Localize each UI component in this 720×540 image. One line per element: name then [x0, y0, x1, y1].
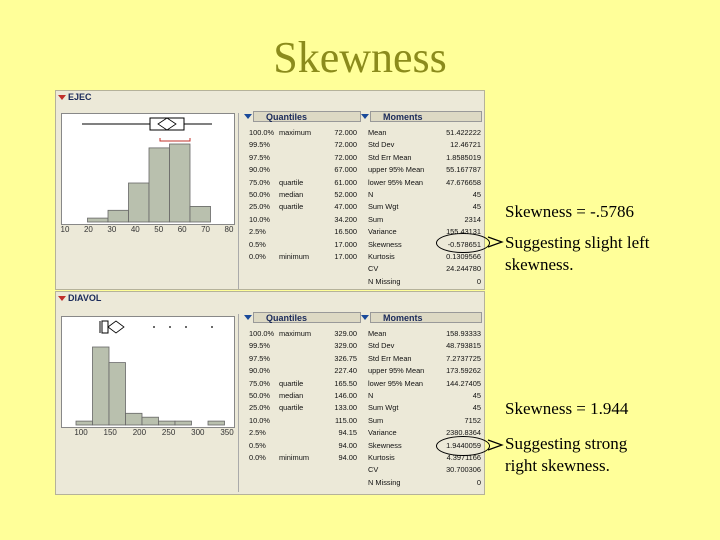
axis-tick-label: 200	[132, 428, 147, 437]
histogram-bar	[109, 363, 126, 425]
quantile-percent: 100.0%	[249, 329, 275, 338]
moment-value: 7.2737725	[446, 353, 481, 363]
disclosure-icon[interactable]	[244, 315, 252, 320]
quantile-row	[249, 226, 357, 238]
quantile-row	[249, 201, 357, 213]
disclosure-icon[interactable]	[58, 296, 66, 301]
moment-row	[368, 189, 481, 201]
moment-value: 144.27405	[446, 378, 481, 388]
quantile-percent: 10.0%	[249, 415, 270, 425]
moment-label: Kurtosis	[368, 251, 395, 261]
quantile-label: minimum	[279, 251, 309, 261]
quantile-percent: 99.5%	[249, 140, 270, 150]
moment-row	[368, 415, 481, 427]
outlier-point	[185, 326, 187, 328]
histogram-bar	[93, 347, 110, 425]
annotation-skewness-value: Skewness = -.5786	[505, 202, 635, 221]
quantile-value: 72.000	[334, 140, 357, 150]
moment-value: 158.93333	[446, 329, 481, 338]
quantile-row	[249, 127, 357, 139]
moment-value: 0.1309566	[446, 251, 481, 261]
moment-row	[368, 276, 481, 288]
diavol-report-panel	[55, 291, 485, 495]
quantile-value: 34.200	[334, 214, 357, 224]
quantile-percent: 90.0%	[249, 165, 270, 175]
axis-tick-label: 40	[130, 225, 140, 234]
axis-tick-label: 50	[154, 225, 164, 234]
moment-value: 1.8585019	[446, 152, 481, 162]
quantile-percent: 75.0%	[249, 177, 270, 187]
outlier-point	[153, 326, 155, 328]
quantile-value: 94.15	[338, 428, 357, 438]
moment-row	[368, 390, 481, 402]
quantile-row	[249, 402, 357, 414]
divider	[238, 314, 239, 492]
quantile-value: 329.00	[334, 329, 357, 338]
moment-row	[368, 477, 481, 489]
moment-value: -0.578651	[447, 239, 481, 249]
quantile-row	[249, 378, 357, 390]
moment-row	[368, 263, 481, 275]
quantile-percent: 99.5%	[249, 341, 270, 351]
annotation-interpretation-line2: right skewness.	[505, 456, 610, 475]
quantile-value: 165.50	[334, 378, 357, 388]
moment-value: 48.793815	[446, 341, 481, 351]
moment-value: 12.46721	[450, 140, 481, 150]
quantile-value: 52.000	[334, 189, 357, 199]
diavol-panel-header[interactable]	[58, 293, 101, 303]
axis-tick-label: 20	[83, 225, 93, 234]
quantile-value: 17.000	[334, 239, 357, 249]
axis-tick-label: 80	[224, 225, 234, 234]
moment-row	[368, 139, 481, 151]
quantile-row	[249, 251, 357, 263]
quantile-percent: 50.0%	[249, 390, 270, 400]
moment-row	[368, 177, 481, 189]
axis-tick-label: 150	[103, 428, 117, 437]
disclosure-icon[interactable]	[361, 114, 369, 119]
moment-value: 173.59262	[446, 366, 481, 376]
moment-row	[368, 353, 481, 365]
moment-value: 4.3971166	[446, 452, 481, 462]
moment-label: Std Err Mean	[368, 152, 412, 162]
moment-value: 45	[472, 390, 481, 400]
quantile-value: 67.000	[334, 165, 357, 175]
shortest-half-bracket	[160, 138, 190, 141]
quantile-percent: 2.5%	[249, 227, 266, 237]
histogram-bar	[129, 183, 150, 222]
histogram-bar	[159, 421, 176, 425]
moment-value: 47.676658	[446, 177, 481, 187]
quantile-row	[249, 340, 357, 352]
histogram-bar	[142, 417, 159, 425]
moment-label: Std Dev	[368, 341, 395, 351]
histogram-bar	[170, 144, 191, 222]
ejec-panel-header[interactable]	[58, 92, 92, 102]
histogram-bar	[149, 148, 170, 222]
moment-value: 24.244780	[446, 264, 481, 274]
quantile-value: 94.00	[338, 452, 357, 462]
quantiles-table	[249, 127, 357, 263]
quantile-value: 115.00	[334, 415, 357, 425]
diavol-histogram	[61, 316, 235, 428]
histogram-bar	[190, 206, 211, 222]
quantile-row	[249, 152, 357, 164]
divider	[238, 113, 239, 289]
moments-header[interactable]: Moments	[370, 312, 482, 323]
quantile-label: maximum	[279, 128, 312, 137]
quantile-percent: 75.0%	[249, 378, 270, 388]
moment-label: Sum Wgt	[368, 202, 399, 212]
moment-label: N	[368, 390, 374, 400]
quantile-row	[249, 139, 357, 151]
moment-value: 51.422222	[446, 128, 481, 137]
histogram-bar	[208, 421, 225, 425]
disclosure-icon[interactable]	[244, 114, 252, 119]
moment-row	[368, 127, 481, 139]
quantile-percent: 90.0%	[249, 366, 270, 376]
quantile-value: 326.75	[334, 353, 357, 363]
quantile-percent: 10.0%	[249, 214, 270, 224]
panel-title: DIAVOL	[68, 293, 102, 303]
quantile-row	[249, 353, 357, 365]
moment-row	[368, 201, 481, 213]
moment-row	[368, 214, 481, 226]
quantile-percent: 0.0%	[249, 452, 266, 462]
moment-label: Mean	[368, 128, 387, 137]
quantile-value: 94.00	[338, 440, 357, 450]
quantile-label: quartile	[279, 177, 304, 187]
moments-table	[368, 328, 481, 489]
disclosure-icon[interactable]	[361, 315, 369, 320]
quantile-row	[249, 239, 357, 251]
moments-header[interactable]: Moments	[370, 111, 482, 122]
moment-label: Sum	[368, 415, 384, 425]
moment-label: upper 95% Mean	[368, 366, 425, 376]
moment-row	[368, 378, 481, 390]
moment-label: upper 95% Mean	[368, 165, 425, 175]
histogram-chart	[62, 317, 234, 427]
quantile-label: quartile	[279, 202, 304, 212]
moment-value: 55.167787	[446, 165, 481, 175]
quantile-value: 72.000	[334, 152, 357, 162]
axis-tick-label: 100	[74, 428, 88, 437]
annotation-diavol	[505, 398, 628, 477]
annotation-skewness-value: Skewness = 1.944	[505, 399, 629, 418]
moment-value: 155.43131	[446, 227, 481, 237]
boxplot-box	[150, 118, 184, 130]
quantile-label: median	[279, 189, 304, 199]
moment-row	[368, 152, 481, 164]
moment-value: 45	[472, 202, 481, 212]
slide-title: Skewness	[273, 33, 447, 82]
moment-row	[368, 164, 481, 176]
boxplot-box	[102, 321, 108, 333]
moment-label: N Missing	[368, 477, 401, 487]
moment-label: Variance	[368, 428, 397, 438]
histogram-bar	[126, 413, 143, 425]
histogram-chart	[62, 114, 234, 224]
quantile-row	[249, 415, 357, 427]
ejec-report-panel	[55, 90, 485, 290]
quantile-percent: 100.0%	[249, 128, 275, 137]
quantile-percent: 97.5%	[249, 152, 270, 162]
quantile-value: 47.000	[334, 202, 357, 212]
histogram-bar	[175, 421, 192, 425]
quantile-value: 329.00	[334, 341, 357, 351]
moment-label: Std Err Mean	[368, 353, 412, 363]
outlier-point	[169, 326, 171, 328]
disclosure-icon[interactable]	[58, 95, 66, 100]
skewness-highlight-ellipse	[436, 233, 490, 253]
moment-label: Std Dev	[368, 140, 395, 150]
axis-tick-label: 300	[191, 428, 205, 437]
quantile-label: median	[279, 390, 304, 400]
quantile-row	[249, 440, 357, 452]
moment-label: Kurtosis	[368, 452, 395, 462]
quantile-label: quartile	[279, 403, 304, 413]
moment-label: lower 95% Mean	[368, 378, 424, 388]
quantiles-header[interactable]: Quantiles	[253, 312, 361, 323]
quantile-row	[249, 452, 357, 464]
quantile-value: 146.00	[334, 390, 357, 400]
histogram-bar	[108, 210, 129, 222]
quantile-percent: 0.5%	[249, 440, 266, 450]
moment-row	[368, 365, 481, 377]
quantile-label: minimum	[279, 452, 309, 462]
quantile-label: quartile	[279, 378, 304, 388]
quantiles-header[interactable]: Quantiles	[253, 111, 361, 122]
quantile-row	[249, 328, 357, 340]
moment-row	[368, 402, 481, 414]
axis-tick-label: 60	[177, 225, 187, 234]
histogram-bar	[76, 421, 93, 425]
moment-label: N Missing	[368, 276, 401, 286]
moment-value: 0	[476, 276, 481, 286]
quantile-percent: 25.0%	[249, 403, 270, 413]
quantile-percent: 0.0%	[249, 251, 266, 261]
moment-value: 45	[472, 189, 481, 199]
quantile-row	[249, 189, 357, 201]
annotation-interpretation-line1: Suggesting strong	[505, 434, 628, 453]
panel-title: EJEC	[68, 92, 92, 102]
moment-label: N	[368, 189, 374, 199]
histogram-bar	[88, 218, 109, 222]
axis-tick-label: 70	[201, 225, 211, 234]
quantile-percent: 25.0%	[249, 202, 270, 212]
quantile-row	[249, 214, 357, 226]
moment-value: 45	[472, 403, 481, 413]
quantile-value: 72.000	[334, 128, 357, 137]
annotation-interpretation-line1: Suggesting slight left	[505, 233, 650, 252]
moment-label: CV	[368, 465, 379, 475]
mean-diamond	[108, 321, 124, 333]
quantile-row	[249, 177, 357, 189]
quantile-percent: 97.5%	[249, 353, 270, 363]
annotation-ejec	[505, 201, 650, 276]
quantile-row	[249, 365, 357, 377]
quantile-row	[249, 390, 357, 402]
quantile-value: 16.500	[334, 227, 357, 237]
axis-tick-label: 30	[107, 225, 117, 234]
quantiles-table	[249, 328, 357, 464]
moment-value: 2314	[464, 214, 481, 224]
quantile-percent: 50.0%	[249, 189, 270, 199]
quantile-value: 227.40	[334, 366, 357, 376]
moment-label: Variance	[368, 227, 397, 237]
moment-label: Mean	[368, 329, 387, 338]
quantile-value: 61.000	[334, 177, 357, 187]
axis-tick-label: 350	[220, 428, 234, 437]
moment-value: 30.700306	[446, 465, 481, 475]
axis-tick-label: 10	[60, 225, 70, 234]
moment-label: Sum	[368, 214, 384, 224]
moment-row	[368, 464, 481, 476]
skewness-highlight-ellipse	[436, 436, 490, 456]
quantile-percent: 2.5%	[249, 428, 266, 438]
moment-value: 7152	[464, 415, 481, 425]
moments-table	[368, 127, 481, 288]
quantile-row	[249, 427, 357, 439]
quantile-value: 17.000	[334, 251, 357, 261]
moment-row	[368, 328, 481, 340]
moment-label: Skewness	[368, 239, 402, 249]
moment-label: lower 95% Mean	[368, 177, 424, 187]
moment-value: 2380.8364	[446, 428, 481, 438]
moment-label: Skewness	[368, 440, 402, 450]
moment-label: Sum Wgt	[368, 403, 399, 413]
ejec-histogram	[61, 113, 235, 225]
axis-tick-label: 250	[161, 428, 176, 437]
moment-value: 0	[476, 477, 481, 487]
quantile-value: 133.00	[334, 403, 357, 413]
moment-row	[368, 340, 481, 352]
moment-label: CV	[368, 264, 379, 274]
annotation-interpretation-line2: skewness.	[505, 255, 574, 274]
quantile-percent: 0.5%	[249, 239, 266, 249]
moment-value: 1.9440059	[446, 440, 481, 450]
quantile-label: maximum	[279, 329, 312, 338]
outlier-point	[211, 326, 213, 328]
quantile-row	[249, 164, 357, 176]
